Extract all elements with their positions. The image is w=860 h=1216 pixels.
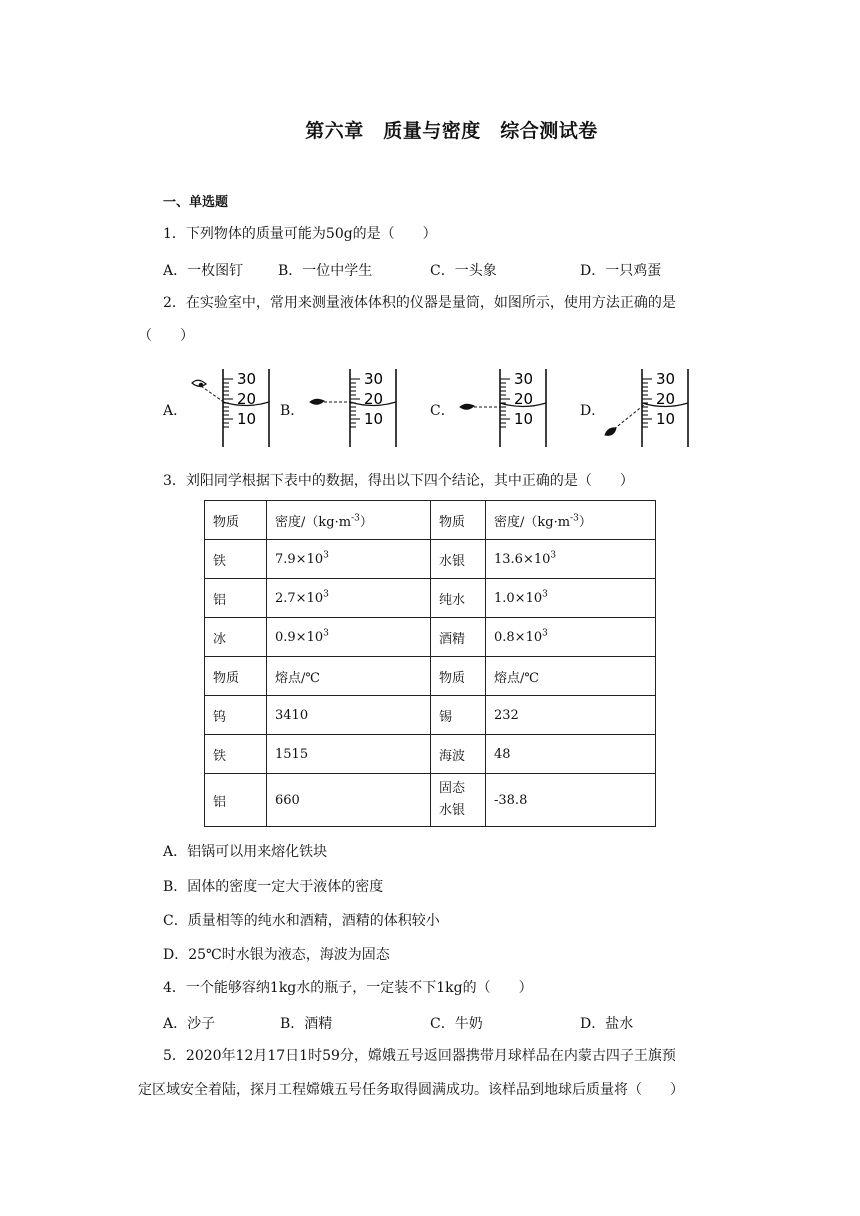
table-cell: 物质 [205,501,267,540]
scale-label-20: 20 [237,390,257,408]
question-1-stem: 1．下列物体的质量可能为50g的是（ ） [163,226,437,242]
figure-label-a: A． [163,403,188,419]
question-3-option-a: A．铝锅可以用来熔化铁块 [163,844,328,860]
scale-label-20: 20 [364,390,384,408]
table-row [205,618,656,657]
table-cell: 660 [267,774,431,827]
table-cell: $7.9\times 10^3$ [267,540,431,579]
table-cell: 物质 [431,657,486,696]
figure-label-c: C． [430,403,455,419]
question-3-option-d: D．25℃时水银为液态，海波为固态 [163,947,390,963]
table-row [205,735,656,774]
section-heading: 一、单选题 [163,195,229,210]
question-3-option-b: B．固体的密度一定大于液体的密度 [163,879,384,895]
question-3-option-c: C．质量相等的纯水和酒精，酒精的体积较小 [163,913,440,929]
table-cell: 锡 [431,696,486,735]
question-4-option-d: D．盐水 [580,1016,634,1032]
eye-icon [605,428,616,435]
graduated-cylinder-figure-a [185,365,315,450]
table-cell: 酒精 [431,618,486,657]
table-cell: $2.7\times 10^3$ [267,579,431,618]
scale-label-10: 10 [656,410,676,428]
table-cell: 48 [486,735,656,774]
table-cell: 物质 [431,501,486,540]
material-data-table [204,500,656,827]
scale-label-10: 10 [514,410,534,428]
eye-icon [310,399,324,404]
question-4-option-c: C．牛奶 [430,1016,483,1032]
question-1-option-d: D．一只鸡蛋 [580,263,662,279]
table-cell: 水银 [431,540,486,579]
question-3-stem: 3．刘阳同学根据下表中的数据，得出以下四个结论，其中正确的是（ ） [163,473,634,489]
figure-label-b: B． [280,403,305,419]
table-cell: -38.8 [486,774,656,827]
scale-label-30: 30 [514,370,534,388]
question-2-stem-line-2: （ ） [138,328,194,344]
scale-label-30: 30 [656,370,676,388]
table-cell: 物质 [205,657,267,696]
question-1-option-b: B．一位中学生 [278,263,373,279]
table-row [205,579,656,618]
table-cell: 固态水银 [431,774,486,827]
table-cell: 铝 [205,579,267,618]
scale-label-20: 20 [514,390,534,408]
table-row [205,540,656,579]
table-cell: 232 [486,696,656,735]
table-cell: 铁 [205,540,267,579]
question-2-stem-line-1: 2．在实验室中，常用来测量液体体积的仪器是量筒，如图所示，使用方法正确的是 [163,295,676,311]
table-cell: 1515 [267,735,431,774]
table-cell: 密度$/(kg\cdot m^{-3})$ [267,501,431,540]
table-row [205,657,656,696]
figure-label-d: D． [580,403,606,419]
table-cell: 铁 [205,735,267,774]
table-cell: $1.0\times 10^3$ [486,579,656,618]
table-cell: 熔点/℃ [267,657,431,696]
graduated-cylinder-figure-b [302,365,432,450]
question-4-option-b: B．酒精 [280,1016,333,1032]
table-row [205,774,656,827]
eye-icon [460,404,474,409]
table-cell: 铝 [205,774,267,827]
question-1-option-a: A．一枚图钉 [163,263,244,279]
scale-label-30: 30 [237,370,257,388]
table-cell: $13.6\times 10^3$ [486,540,656,579]
table-row [205,501,656,540]
table-cell: $0.8\times 10^3$ [486,618,656,657]
table-cell: 冰 [205,618,267,657]
graduated-cylinder-figure-d [600,365,730,450]
table-cell: 3410 [267,696,431,735]
table-cell: 海波 [431,735,486,774]
question-4-option-a: A．沙子 [163,1016,216,1032]
table-cell: 钨 [205,696,267,735]
table-cell: 熔点/℃ [486,657,656,696]
question-5-stem-line-2: 定区域安全着陆，探月工程嫦娥五号任务取得圆满成功。该样品到地球后质量将（ ） [138,1082,684,1098]
graduated-cylinder-figure-c [450,365,580,450]
question-5-stem-line-1: 5．2020年12月17日1时59分，嫦娥五号返回器携带月球样品在内蒙古四子王旗预 [163,1048,676,1064]
question-1-option-c: C．一头象 [430,263,497,279]
scale-label-30: 30 [364,370,384,388]
page-title: 第六章 质量与密度 综合测试卷 [305,120,598,142]
scale-label-10: 10 [364,410,384,428]
table-cell: 纯水 [431,579,486,618]
scale-label-20: 20 [656,390,676,408]
table-row [205,696,656,735]
scale-label-10: 10 [237,410,257,428]
table-cell: $0.9\times 10^3$ [267,618,431,657]
question-4-stem: 4．一个能够容纳1kg水的瓶子，一定装不下1kg的（ ） [163,980,533,996]
table-cell: 密度$/(kg\cdot m^{-3})$ [486,501,656,540]
